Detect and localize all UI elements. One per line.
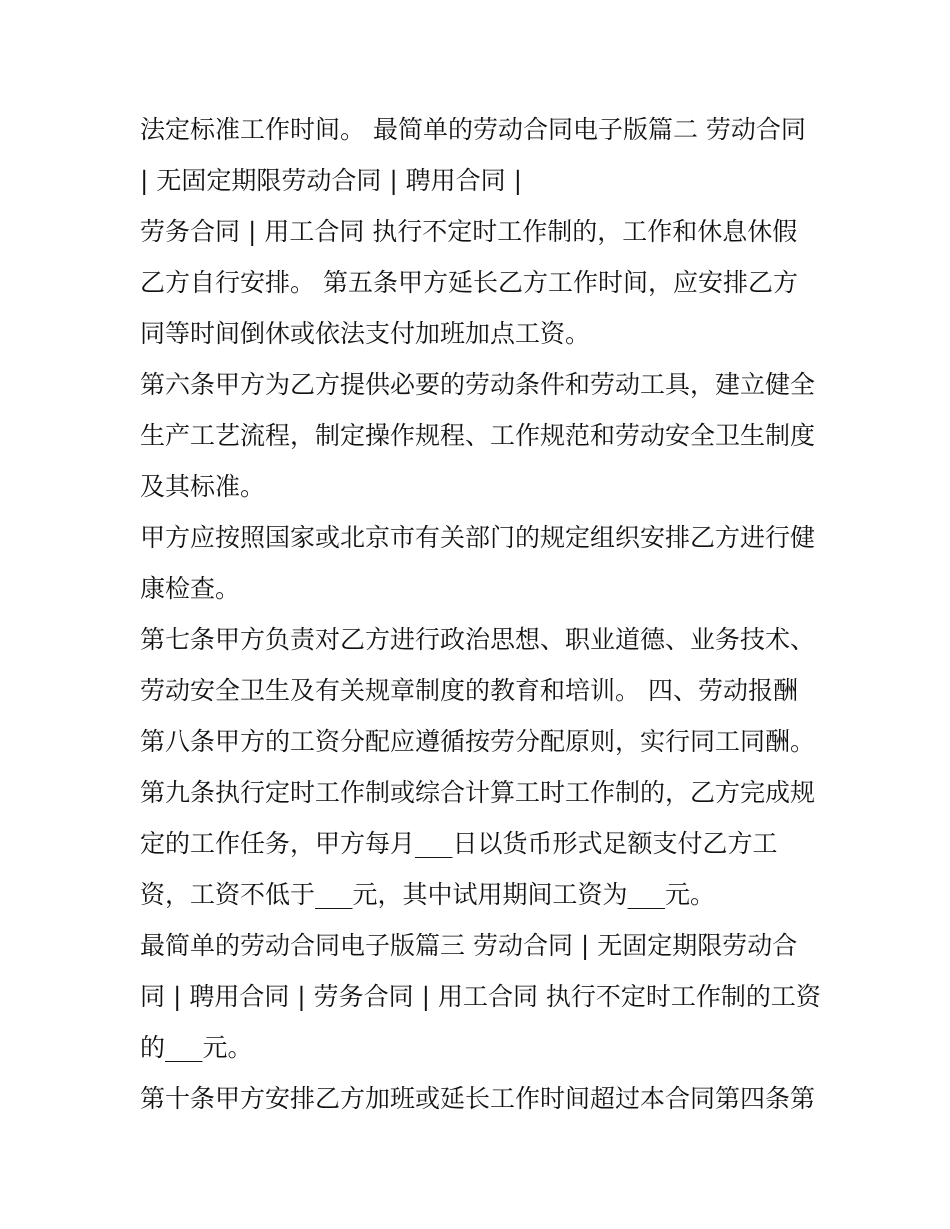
text-line: 同 | 聘用合同 | 劳务合同 | 用工合同 执行不定时工作制的工资 [140, 982, 821, 1011]
text-line: 及其标准。 [140, 472, 266, 501]
document-body [140, 104, 830, 1124]
text-line: 最简单的劳动合同电子版篇三 劳动合同 | 无固定期限劳动合 [140, 931, 798, 960]
text-line: 资，工资不低于___元，其中试用期间工资为___元。 [140, 880, 716, 909]
text-line: 同等时间倒休或依法支付加班加点工资。 [140, 319, 591, 348]
text-line: 第七条甲方负责对乙方进行政治思想、职业道德、业务技术、 [140, 625, 816, 654]
text-line: 生产工艺流程，制定操作规程、工作规范和劳动安全卫生制度 [140, 421, 816, 450]
text-line: 定的工作任务，甲方每月___日以货币形式足额支付乙方工 [140, 829, 778, 858]
text-line: 的___元。 [140, 1033, 253, 1062]
text-line: 甲方应按照国家或北京市有关部门的规定组织安排乙方进行健 [140, 523, 816, 552]
text-line: 第八条甲方的工资分配应遵循按劳分配原则，实行同工同酬。 [140, 727, 816, 756]
text-line: 劳动安全卫生及有关规章制度的教育和培训。 四、劳动报酬 [140, 676, 798, 705]
text-line: 乙方自行安排。 第五条甲方延长乙方工作时间，应安排乙方 [140, 268, 798, 297]
text-line: 第六条甲方为乙方提供必要的劳动条件和劳动工具，建立健全 [140, 370, 816, 399]
text-line: 第九条执行定时工作制或综合计算工时工作制的，乙方完成规 [140, 778, 816, 807]
text-line: 劳务合同 | 用工合同 执行不定时工作制的，工作和休息休假 [140, 217, 798, 246]
text-line: 法定标准工作时间。 最简单的劳动合同电子版篇二 劳动合同 [140, 115, 806, 144]
text-line: | 无固定期限劳动合同 | 聘用合同 | [140, 166, 523, 195]
text-line: 第十条甲方安排乙方加班或延长工作时间超过本合同第四条第 [140, 1084, 816, 1113]
text-line: 康检查。 [140, 574, 241, 603]
